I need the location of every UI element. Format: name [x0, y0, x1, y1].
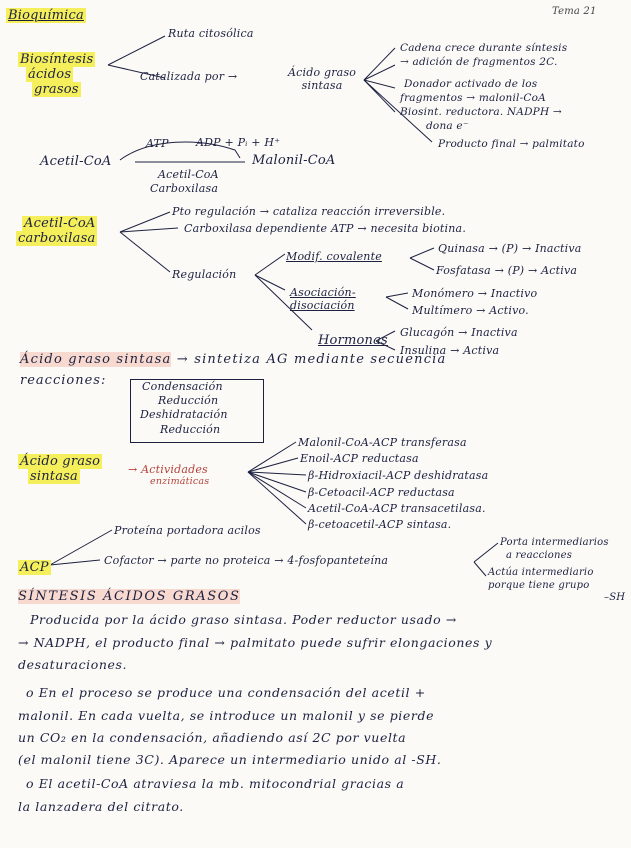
sintesis-line-3: desaturaciones.	[18, 657, 128, 672]
ags-line1	[20, 352, 447, 368]
acp-note-3: Actúa intermediario	[488, 567, 594, 578]
subject-label: Bioquímica	[8, 8, 84, 23]
step-2: Reducción	[158, 394, 219, 407]
sintesis-line-9: la lanzadera del citrato.	[18, 799, 184, 814]
step-3: Deshidratación	[140, 408, 228, 421]
actividad-4: β-Cetoacil-ACP reductasa	[308, 486, 455, 499]
ruta-text: Ruta citosólica	[168, 27, 254, 40]
acc-b2: Carboxilasa dependiente ATP → necesita biotina.	[184, 222, 467, 235]
multimero-text: Multímero → Activo.	[412, 304, 529, 317]
acp-title	[18, 560, 51, 576]
modif-covalente: Modif. covalente	[286, 250, 382, 263]
regulacion-label: Regulación	[172, 268, 237, 281]
title-line: carboxilasa	[18, 231, 96, 246]
bio-p3: Donador activado de los	[404, 78, 538, 90]
title-line: sintasa	[30, 469, 78, 484]
acp-note-1: Porta intermediarios	[500, 537, 609, 548]
acp-note-5: –SH	[604, 592, 626, 603]
fosfatasa-text: Fosfatasa → (P) → Activa	[436, 264, 578, 277]
corner-label: Tema 21	[552, 6, 597, 17]
hormonas-label: Hormonas	[318, 333, 388, 348]
actividades-label	[128, 464, 209, 488]
bio-p2: → adición de fragmentos 2C.	[400, 56, 558, 68]
atp-label: ATP	[146, 137, 169, 150]
enzyme-line: Carboxilasa	[150, 182, 219, 195]
acc-title	[16, 216, 97, 246]
cofactor-text: Cofactor → parte no proteica → 4-fosfopanteteína	[104, 554, 389, 567]
bio-p1: Cadena crece durante síntesis	[400, 42, 568, 54]
title-line: Biosíntesis	[20, 52, 94, 67]
ags-name: Ácido graso sintasa	[20, 352, 172, 367]
enzima-line: sintasa	[301, 79, 343, 92]
adp-label: ADP + Pᵢ + H⁺	[196, 136, 281, 149]
acp-note-2: a reacciones	[506, 550, 573, 561]
enzyme-label	[150, 168, 219, 196]
sintesis-line-1: Producida por la ácido graso sintasa. Poder reductor usado →	[30, 612, 457, 627]
enzyme-line: Acetil-CoA	[158, 168, 219, 181]
actividad-3: β-Hidroxiacil-ACP deshidratasa	[308, 469, 489, 482]
asoc-line: disociación	[290, 299, 355, 312]
heading-text: SÍNTESIS ÁCIDOS GRASOS	[18, 589, 241, 604]
subject-title	[6, 8, 86, 24]
actividad-6: β-cetoacetil-ACP sintasa.	[308, 518, 452, 531]
sintesis-line-7: (el malonil tiene 3C). Aparece un intermediario unido al -SH.	[18, 752, 442, 767]
sintesis-line-5: malonil. En cada vuelta, se introduce un malonil y se pierde	[18, 708, 435, 723]
enzima-text	[288, 66, 356, 92]
monomero-text: Monómero → Inactivo	[412, 287, 538, 300]
acetil-coa-left: Acetil-CoA	[40, 154, 112, 169]
acc-b1: Pto regulación → cataliza reacción irreversible.	[172, 205, 446, 218]
malonil-coa-right: Malonil-CoA	[252, 153, 336, 168]
acp-label: ACP	[20, 560, 49, 575]
bio-p5: Biosint. reductora. NADPH →	[400, 106, 562, 118]
sintesis-heading	[18, 589, 240, 605]
acp-note-4: porque tiene grupo	[488, 580, 590, 591]
quinasa-text: Quinasa → (P) → Inactiva	[438, 242, 582, 255]
biosintesis-title	[18, 52, 95, 97]
step-1: Condensación	[142, 380, 223, 393]
asoc-line: Asociación-	[290, 286, 356, 299]
label-line: enzimáticas	[150, 476, 210, 487]
title-line: ácidos	[28, 67, 72, 82]
insulina-text: Insulina → Activa	[400, 344, 500, 357]
title-line: Acetil-CoA	[24, 216, 96, 231]
title-line: Ácido graso	[20, 454, 101, 469]
bio-p4: fragmentos → malonil-CoA	[400, 92, 546, 104]
actividad-1: Malonil-CoA-ACP transferasa	[298, 436, 467, 449]
ags-line2: reacciones:	[20, 373, 107, 388]
glucagon-text: Glucagón → Inactiva	[400, 326, 518, 339]
bio-p7: Producto final → palmitato	[438, 138, 585, 150]
actividad-2: Enoil-ACP reductasa	[300, 452, 419, 465]
label-line: → Actividades	[128, 463, 208, 476]
asociacion-label	[290, 286, 356, 312]
sintesis-line-2: → NADPH, el producto final → palmitato puede sufrir elongaciones y	[18, 635, 493, 650]
sintesis-line-4: o En el proceso se produce una condensación del acetil +	[26, 685, 426, 700]
enzima-line: Ácido graso	[288, 66, 357, 79]
sintesis-line-6: un CO₂ en la condensación, añadiendo así 2C por vuelta	[18, 730, 407, 745]
sintesis-line-8: o El acetil-CoA atraviesa la mb. mitocondrial gracias a	[26, 776, 405, 791]
actividades-title	[18, 454, 102, 484]
bio-p6: dona e⁻	[426, 120, 469, 132]
step-4: Reducción	[160, 423, 221, 436]
catalizada-text: Catalizada por →	[140, 70, 238, 83]
ags-desc: → sintetiza AG mediante secuencia	[176, 352, 447, 367]
title-line: grasos	[34, 82, 79, 97]
proteina-text: Proteína portadora acilos	[114, 524, 261, 537]
actividad-5: Acetil-CoA-ACP transacetilasa.	[308, 502, 486, 515]
